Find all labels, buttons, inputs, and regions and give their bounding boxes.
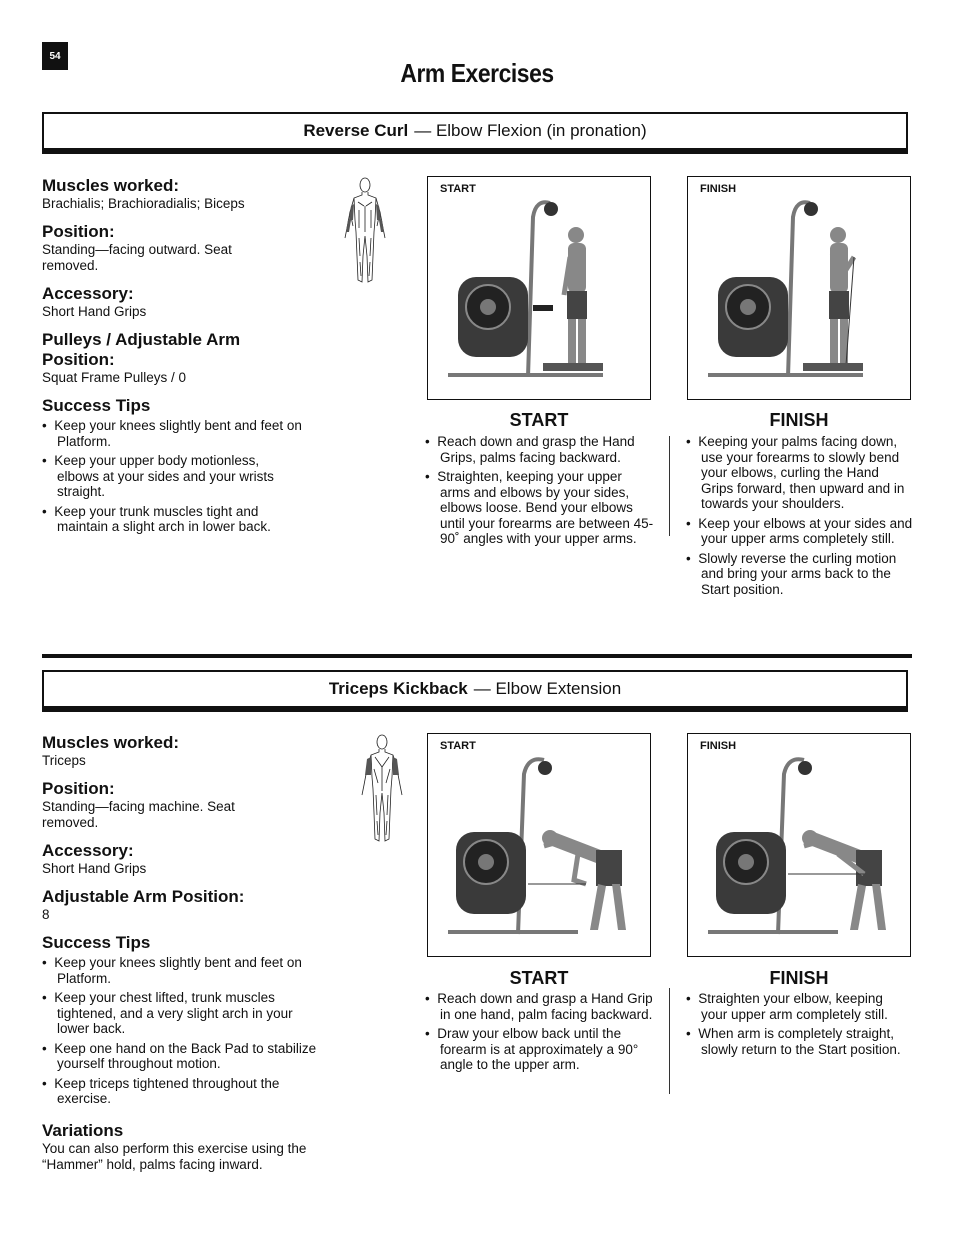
list-item: • When arm is completely straight, slowly return to the Start position. [686,1026,910,1057]
variations-value: You can also perform this exercise using the “Hammer” hold, palms facing inward. [42,1140,307,1172]
list-item: • Keep your chest lifted, trunk muscles tightened, and a very slight arch in your lower back. [42,990,328,1037]
pulley-heading: Pulleys / Adjustable Arm Position: [42,330,241,369]
finish-heading: FINISH [769,968,829,988]
exercise-subtitle: — Elbow Flexion (in pronation) [414,121,647,140]
accessory-heading: Accessory: [42,284,134,303]
list-item: • Keep your upper body motionless, elbows at your sides and your wrists straight. [42,453,302,500]
exercise-details [42,176,332,539]
list-item: • Straighten your elbow, keeping your upper arm completely still. [686,991,910,1022]
list-item: • Keep your knees slightly bent and feet on Platform. [42,955,328,986]
position-heading: Position: [42,779,115,798]
muscle-diagram-figure [356,733,408,845]
start-heading: START [509,410,569,430]
pulley-value: 8 [42,907,50,922]
start-steps [425,434,655,551]
page-title: Arm Exercises [400,58,554,88]
list-item: • Draw your elbow back until the forearm is at approximately a 90° angle to the upper arm. [425,1026,655,1073]
accessory-heading: Accessory: [42,841,134,860]
muscles-value: Brachialis; Brachioradialis; Biceps [42,196,245,211]
exercise-details [42,733,332,1183]
photo-label: FINISH [700,740,737,752]
exercise-name: Triceps Kickback [328,679,468,698]
column-divider [669,988,670,1094]
list-item: • Straighten, keeping your upper arms and elbows by your sides, elbows loose. Bend your elbows until your forearms are between 45-90˚ angles with your upper arms. [425,469,655,547]
list-item: • Keep triceps tightened throughout the exercise. [42,1076,328,1107]
machine-illustration [688,177,910,399]
start-steps [425,991,655,1077]
exercise-header-reverse-curl [42,112,908,154]
list-item: • Reach down and grasp the Hand Grips, palms facing backward. [425,434,655,465]
list-item: • Keep one hand on the Back Pad to stabilize yourself throughout motion. [42,1041,328,1072]
pulley-heading: Adjustable Arm Position: [42,887,245,906]
finish-steps [686,991,910,1061]
finish-photo [687,733,911,957]
exercise-header-triceps-kickback [42,670,908,712]
tips-list [42,418,302,535]
column-divider [669,436,670,536]
accessory-value: Short Hand Grips [42,861,147,876]
photo-label: START [440,183,476,195]
start-photo [427,176,651,400]
list-item: • Keep your knees slightly bent and feet on Platform. [42,418,302,449]
start-heading: START [509,968,569,988]
list-item: • Keep your elbows at your sides and your upper arms completely still. [686,516,914,547]
tips-heading: Success Tips [42,933,151,952]
finish-heading: FINISH [769,410,829,430]
position-value: Standing—facing outward. Seat removed. [42,242,232,273]
finish-steps [686,434,914,601]
list-item: • Keep your trunk muscles tight and maintain a slight arch in lower back. [42,504,302,535]
list-item: • Slowly reverse the curling motion and bring your arms back to the Start position. [686,551,914,598]
muscles-value: Triceps [42,753,86,768]
pulley-value: Squat Frame Pulleys / 0 [42,370,187,385]
variations-heading: Variations [42,1120,124,1140]
start-photo [427,733,651,957]
tips-list [42,955,328,1107]
photo-label: FINISH [700,183,737,195]
muscles-heading: Muscles worked: [42,733,179,752]
page-number: 54 [42,42,68,70]
exercise-subtitle: — Elbow Extension [473,679,622,698]
machine-illustration [688,734,910,956]
position-value: Standing—facing machine. Seat removed. [42,799,235,830]
muscles-heading: Muscles worked: [42,176,179,195]
accessory-value: Short Hand Grips [42,304,147,319]
list-item: • Reach down and grasp a Hand Grip in one hand, palm facing backward. [425,991,655,1022]
photo-label: START [440,740,476,752]
tips-heading: Success Tips [42,396,151,415]
list-item: • Keeping your palms facing down, use your forearms to slowly bend your elbows, curling the Hand Grips forward, then upward and in towards your shoulders. [686,434,914,512]
exercise-name: Reverse Curl [303,121,409,140]
machine-illustration [428,177,650,399]
section-divider [42,654,912,658]
machine-illustration [428,734,650,956]
finish-photo [687,176,911,400]
muscle-diagram-figure [340,176,390,286]
position-heading: Position: [42,222,115,241]
